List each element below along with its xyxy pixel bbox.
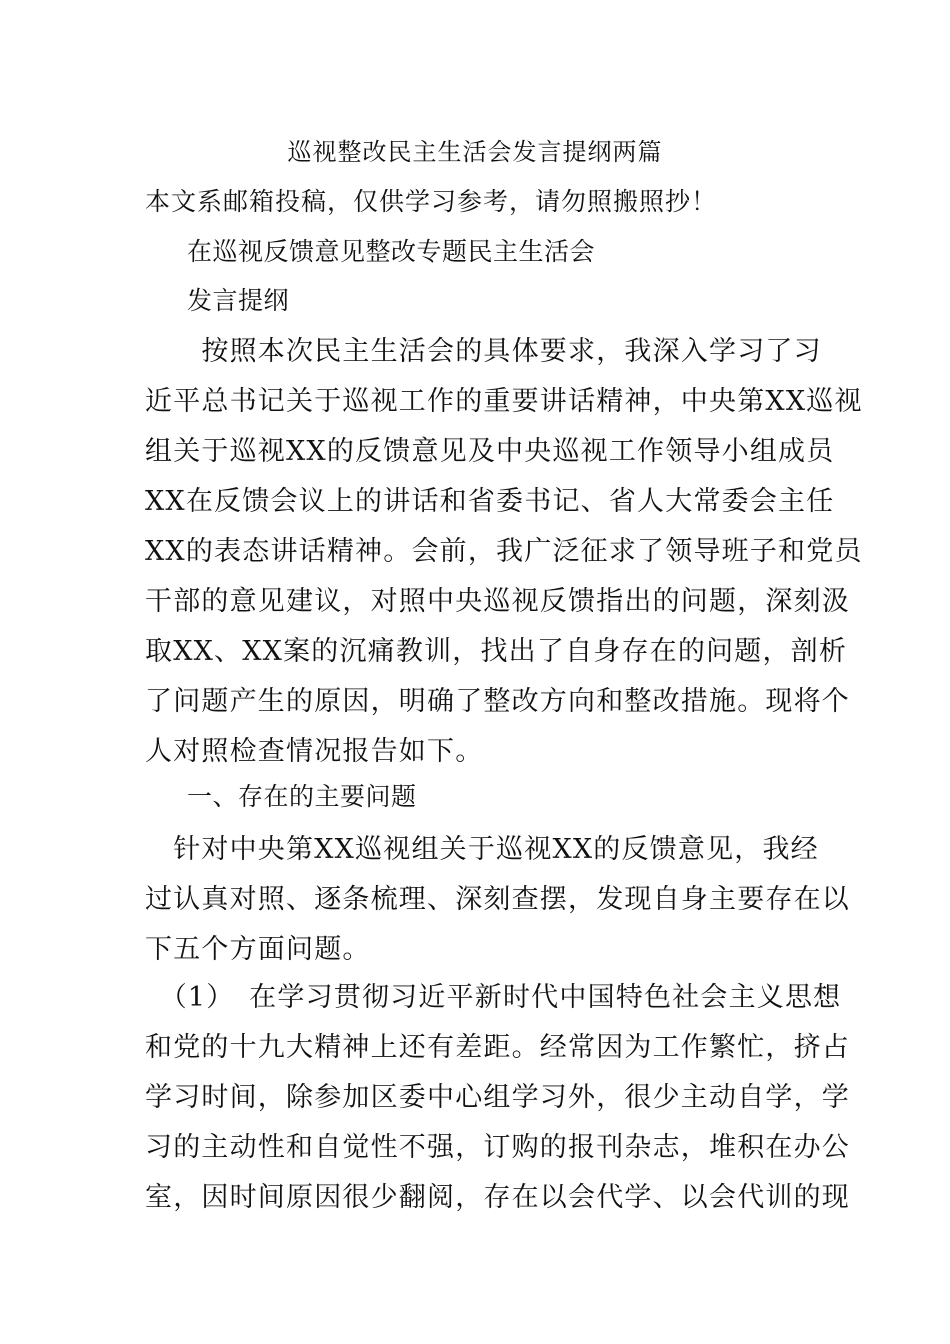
text-line: 室，因时间原因很少翻阅，存在以会代学、以会代训的现 bbox=[145, 1182, 850, 1213]
document-title: 巡视整改民主生活会发言提纲两篇 bbox=[287, 138, 663, 166]
text-line: 下五个方面问题。 bbox=[145, 934, 371, 965]
text-line: （1） 在学习贯彻习近平新时代中国特色社会主义思想 bbox=[145, 982, 842, 1013]
paragraph-problems-intro bbox=[145, 825, 850, 975]
subtitle-line-2: 发言提纲 bbox=[187, 286, 290, 315]
text-line: 取XX、XX案的沉痛教训，找出了自身存在的问题，剖析 bbox=[145, 636, 848, 667]
text-line: 干部的意见建议，对照中央巡视反馈指出的问题，深刻汲 bbox=[145, 586, 850, 617]
section-heading: 一、存在的主要问题 bbox=[187, 782, 417, 811]
text-line: 人对照检查情况报告如下。 bbox=[145, 736, 484, 767]
text-line: 近平总书记关于巡视工作的重要讲话精神，中央第XX巡视 bbox=[145, 386, 863, 417]
submission-note: 本文系邮箱投稿，仅供学习参考，请勿照搬照抄！ bbox=[145, 187, 718, 216]
text-line: 和党的十九大精神上还有差距。经常因为工作繁忙，挤占 bbox=[145, 1032, 850, 1063]
text-line: 学习时间，除参加区委中心组学习外，很少主动自学，学 bbox=[145, 1082, 850, 1113]
text-line: 过认真对照、逐条梳理、深刻查摆，发现自身主要存在以 bbox=[145, 884, 850, 915]
text-line: 习的主动性和自觉性不强，订购的报刊杂志，堆积在办公 bbox=[145, 1132, 850, 1163]
text-line: XX在反馈会议上的讲话和省委书记、省人大常委会主任 bbox=[145, 486, 835, 517]
text-line: 按照本次民主生活会的具体要求，我深入学习了习 bbox=[145, 336, 822, 367]
text-line: XX的表态讲话精神。会前，我广泛征求了领导班子和党员 bbox=[145, 536, 863, 567]
subtitle-line-1: 在巡视反馈意见整改专题民主生活会 bbox=[187, 237, 596, 266]
text-line: 针对中央第XX巡视组关于巡视XX的反馈意见，我经 bbox=[145, 834, 819, 865]
paragraph-intro bbox=[145, 327, 863, 777]
text-line: 组关于巡视XX的反馈意见及中央巡视工作领导小组成员 bbox=[145, 436, 835, 467]
paragraph-problem-1 bbox=[145, 973, 850, 1223]
text-line: 了问题产生的原因，明确了整改方向和整改措施。现将个 bbox=[145, 686, 850, 717]
